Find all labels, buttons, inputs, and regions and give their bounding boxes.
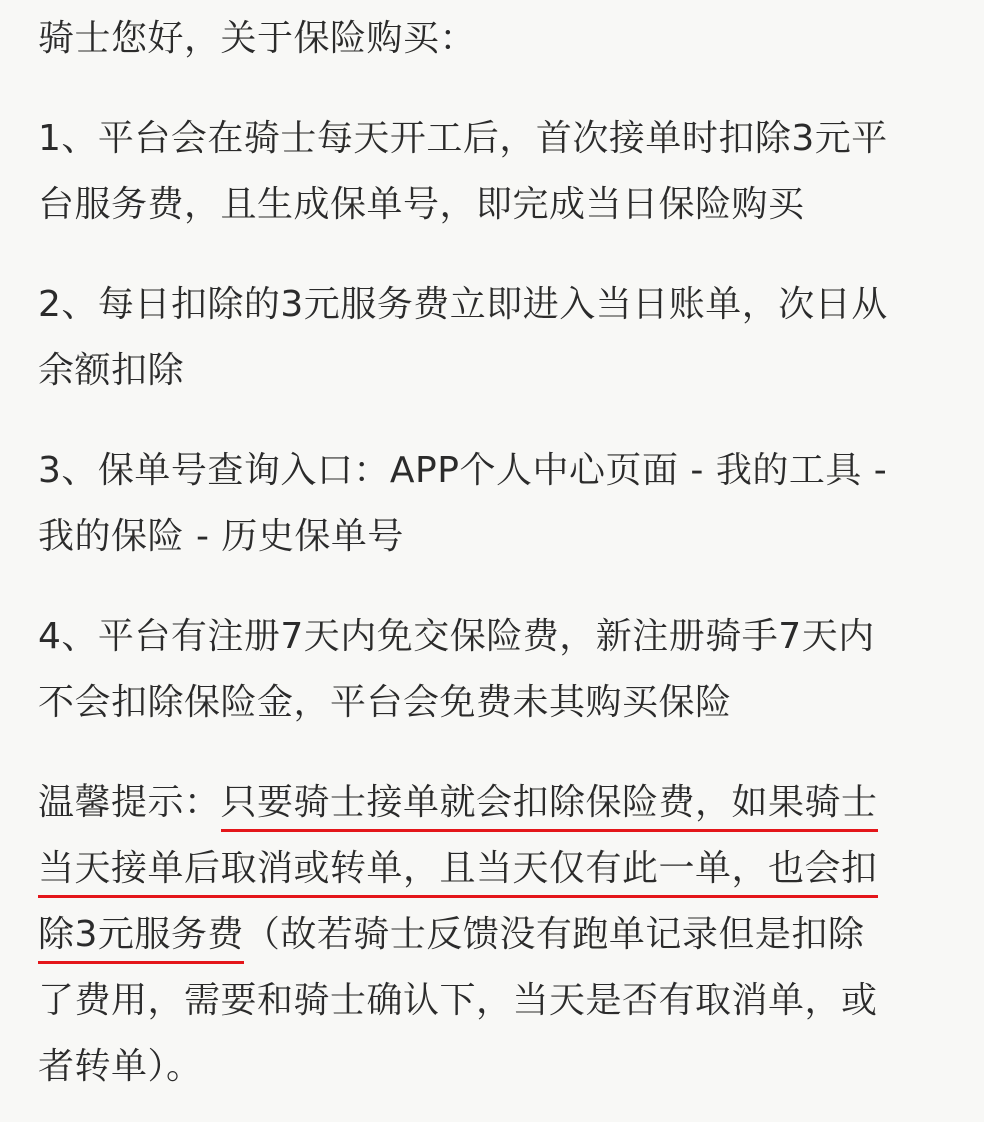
tip-highlight: 除3元服务费: [38, 914, 244, 964]
tip-line-1: [38, 770, 944, 836]
greeting-text: 骑士您好，关于保险购买：: [38, 18, 477, 59]
list-item-line: 2、每日扣除的3元服务费立即进入当日账单，次日从: [38, 284, 888, 325]
warm-tip: [38, 770, 944, 1100]
list-item-line: 余额扣除: [38, 350, 185, 391]
tip-note: （故若骑士反馈没有跑单记录但是扣除: [243, 914, 865, 955]
tip-highlight: 只要骑士接单就会扣除保险费，如果骑士: [221, 782, 878, 832]
list-item-2: [38, 272, 944, 404]
list-item-line: 不会扣除保险金，平台会免费未其购买保险: [38, 682, 732, 723]
list-item-1: [38, 106, 944, 238]
tip-line-5: 者转单）。: [38, 1046, 203, 1087]
list-item-line: 台服务费，且生成保单号，即完成当日保险购买: [38, 184, 805, 225]
list-item-3: [38, 438, 944, 570]
list-item-line: 1、平台会在骑士每天开工后，首次接单时扣除3元平: [38, 118, 888, 159]
tip-line-3: [38, 902, 944, 968]
tip-label: 温馨提示：: [38, 782, 221, 823]
greeting: [38, 6, 944, 72]
tip-line-2: [38, 836, 944, 902]
list-item-line: 4、平台有注册7天内免交保险费，新注册骑手7天内: [38, 616, 875, 657]
list-item-line: 3、保单号查询入口：APP个人中心页面 - 我的工具 -: [38, 450, 888, 491]
tip-line-4: 了费用，需要和骑士确认下，当天是否有取消单，或: [38, 980, 878, 1021]
list-item-4: [38, 604, 944, 736]
list-item-line: 我的保险 - 历史保单号: [38, 516, 404, 557]
tip-highlight: 当天接单后取消或转单，且当天仅有此一单，也会扣: [38, 848, 878, 898]
